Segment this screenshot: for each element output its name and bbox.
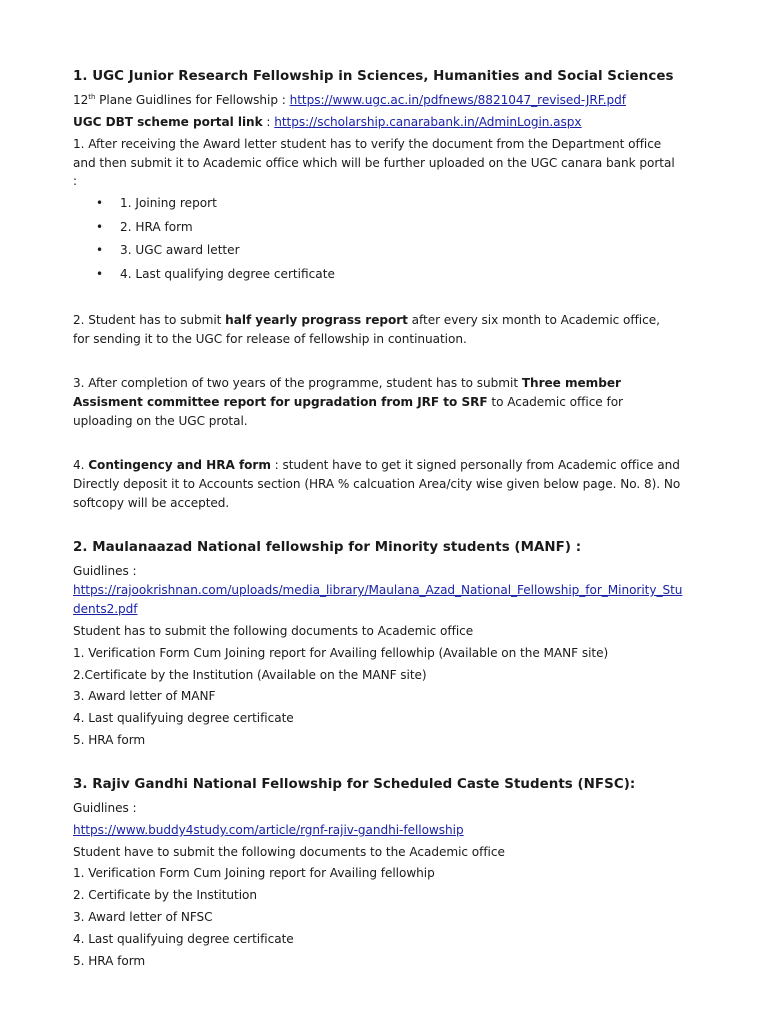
para-2-line-2: for sending it to the UGC for release of fellowship in continuation. bbox=[73, 332, 467, 346]
para-3-pre: 3. After completion of two years of the programme, student has to submit bbox=[73, 376, 522, 390]
nfsc-guidelines-label: Guidlines : bbox=[73, 801, 137, 815]
para-1-line-3: : bbox=[73, 174, 78, 188]
section-1-heading: 1. UGC Junior Research Fellowship in Sciences, Humanities and Social Sciences bbox=[73, 69, 674, 84]
para-3-line-2 bbox=[73, 395, 623, 410]
para-4-pre: 4. bbox=[73, 458, 89, 472]
para-2-post: after every six month to Academic office, bbox=[407, 313, 660, 327]
list-item: 4. Last qualifyuing degree certificate bbox=[73, 711, 294, 725]
list-item: 1. Verification Form Cum Joining report for Availing fellowhip bbox=[73, 866, 435, 880]
para-4-line-1 bbox=[73, 458, 680, 473]
list-item: 4. Last qualifying degree certificate bbox=[120, 267, 335, 281]
para-2-line-1 bbox=[73, 313, 660, 328]
plan-number: 12 bbox=[73, 93, 89, 107]
bullet-icon: • bbox=[96, 220, 104, 234]
jrf-guidelines-link[interactable]: https://www.ugc.ac.in/pdfnews/8821047_revised-JRF.pdf bbox=[289, 93, 626, 107]
plan-guidelines-line bbox=[73, 93, 626, 108]
nfsc-intro: Student have to submit the following documents to the Academic office bbox=[73, 845, 505, 859]
list-item: 5. HRA form bbox=[73, 733, 146, 747]
manf-intro: Student has to submit the following documents to Academic office bbox=[73, 624, 474, 638]
list-item: 4. Last qualifyuing degree certificate bbox=[73, 932, 294, 946]
para-4-line-3: softcopy will be accepted. bbox=[73, 496, 230, 510]
para-4-post: : student have to get it signed personally from Academic office and bbox=[270, 458, 680, 472]
para-2-pre: 2. Student has to submit bbox=[73, 313, 226, 327]
para-3-bold-2: Assisment committee report for upgradation from JRF to SRF bbox=[73, 395, 488, 409]
plan-superscript: th bbox=[88, 93, 96, 101]
portal-line bbox=[73, 115, 582, 130]
manf-guidelines-link[interactable]: https://rajookrishnan.com/uploads/media_library/Maulana_Azad_National_Fellowship_for_Minority_Stu bbox=[73, 583, 683, 597]
manf-link-line-2 bbox=[73, 602, 137, 617]
para-2-bold: half yearly prograss report bbox=[225, 313, 408, 327]
para-3-line-1 bbox=[73, 376, 621, 391]
nfsc-guidelines-link[interactable]: https://www.buddy4study.com/article/rgnf-rajiv-gandhi-fellowship bbox=[73, 823, 464, 837]
bullet-icon: • bbox=[96, 267, 104, 281]
list-item: 3. UGC award letter bbox=[120, 243, 240, 257]
list-item: 1. Joining report bbox=[120, 196, 217, 210]
para-3-bold-1: Three member bbox=[521, 376, 621, 390]
section-2-heading: 2. Maulanaazad National fellowship for Minority students (MANF) : bbox=[73, 540, 582, 555]
bullet-icon: • bbox=[96, 243, 104, 257]
para-1-line-1: 1. After receiving the Award letter student has to verify the document from the Department office bbox=[73, 137, 662, 151]
canara-portal-link[interactable]: https://scholarship.canarabank.in/AdminLogin.aspx bbox=[274, 115, 582, 129]
list-item: 1. Verification Form Cum Joining report for Availing fellowhip (Available on the MANF site) bbox=[73, 646, 609, 660]
para-3-line-3: uploading on the UGC protal. bbox=[73, 414, 248, 428]
list-item: 2. Certificate by the Institution bbox=[73, 888, 257, 902]
para-4-line-2: Directly deposit it to Accounts section (HRA % calcuation Area/city wise given below page. No. 8). No bbox=[73, 477, 681, 491]
nfsc-link-line bbox=[73, 823, 464, 838]
manf-guidelines-link-cont[interactable]: dents2.pdf bbox=[73, 602, 138, 616]
para-1-line-2: and then submit it to Academic office which will be further uploaded on the UGC canara bank portal bbox=[73, 156, 675, 170]
portal-sep: : bbox=[262, 115, 275, 129]
list-item: 2.Certificate by the Institution (Available on the MANF site) bbox=[73, 668, 427, 682]
list-item: 5. HRA form bbox=[73, 954, 146, 968]
list-item: 3. Award letter of MANF bbox=[73, 689, 216, 703]
plan-label: Plane Guidlines for Fellowship : bbox=[95, 93, 290, 107]
list-item: 2. HRA form bbox=[120, 220, 193, 234]
bullet-icon: • bbox=[96, 196, 104, 210]
para-3-post: to Academic office for bbox=[487, 395, 623, 409]
manf-link-line-1 bbox=[73, 583, 682, 598]
section-3-heading: 3. Rajiv Gandhi National Fellowship for Scheduled Caste Students (NFSC): bbox=[73, 777, 636, 792]
portal-label: UGC DBT scheme portal link bbox=[73, 115, 263, 129]
para-4-bold: Contingency and HRA form bbox=[88, 458, 271, 472]
manf-guidelines-label: Guidlines : bbox=[73, 564, 137, 578]
list-item: 3. Award letter of NFSC bbox=[73, 910, 213, 924]
